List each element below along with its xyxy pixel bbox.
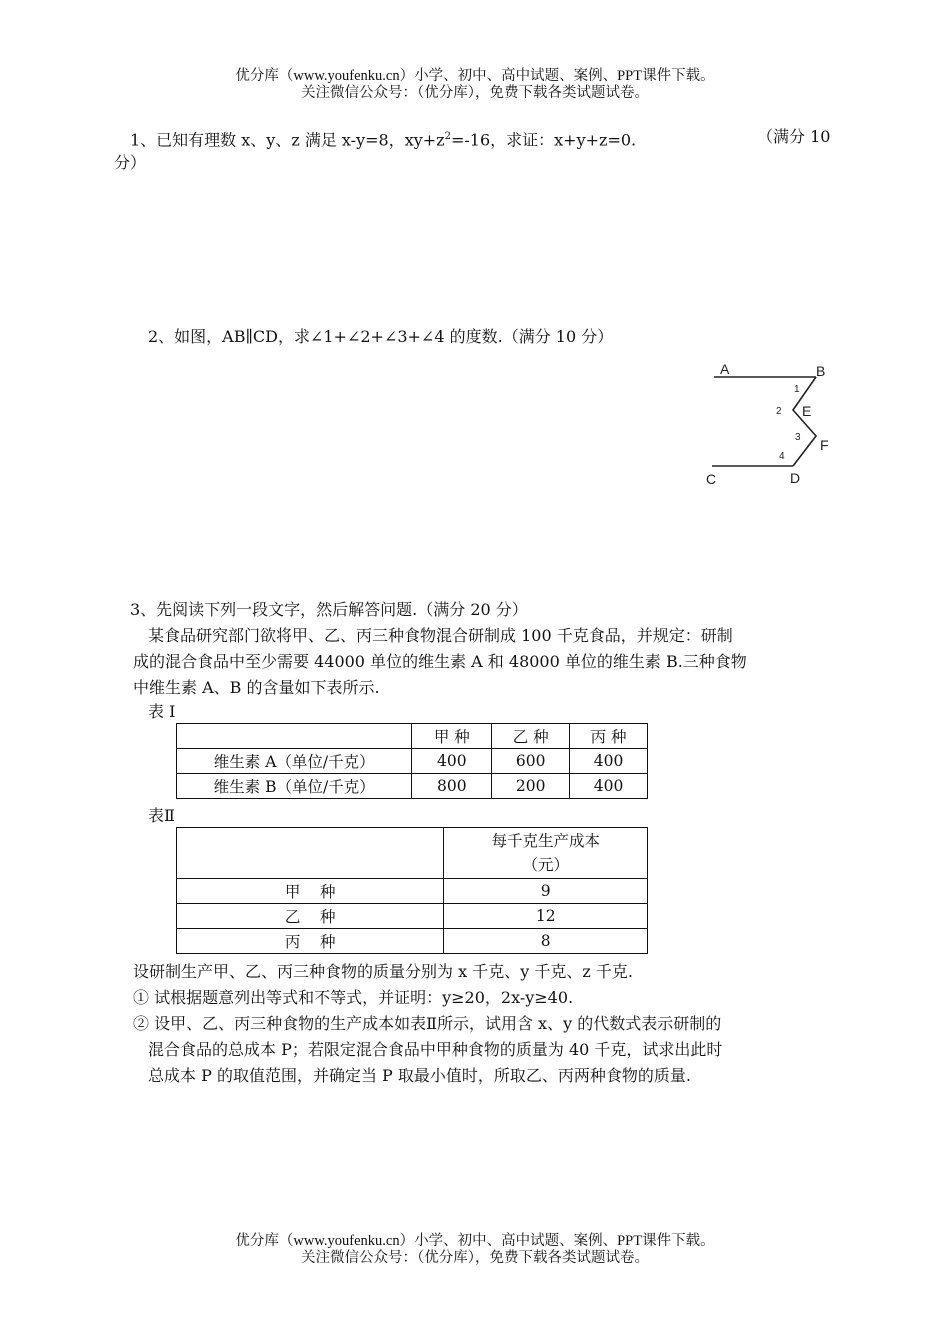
table-row [177,929,648,954]
table-row [177,774,648,799]
table-cell: 600 [492,749,570,774]
table-cell: 维生素 B（单位/千克） [177,774,412,799]
table-header-cell [177,828,444,879]
table-header-cell: 甲 种 [412,724,492,749]
angle-1: 1 [794,384,800,395]
table-cell: 400 [412,749,492,774]
question-2: 2、如图，AB∥CD，求∠1+∠2+∠3+∠4 的度数.（满分 10 分） [148,327,614,346]
question-1-line-1 [130,124,636,153]
table-header-cell: 乙 种 [492,724,570,749]
q3-paragraph-line-2: 成的混合食品中至少需要 44000 单位的维生素 A 和 48000 单位的维生素 B.三种食物 [133,652,747,671]
table-header-row [177,828,648,879]
table-2-label: 表Ⅱ [148,806,175,825]
label-a: A [720,361,730,377]
geometry-figure [700,358,840,486]
label-d: D [790,470,801,486]
q3-item-1: ① 试根据题意列出等式和不等式，并证明：y≥20，2x-y≥40. [133,988,574,1007]
table-cell: 维生素 A（单位/千克） [177,749,412,774]
label-e: E [802,403,812,419]
page-header [0,68,950,102]
table-cell: 400 [570,774,648,799]
table-cell: 丙 种 [177,929,444,954]
cost-table [176,827,648,954]
page-footer [0,1233,950,1267]
angle-2: 2 [776,406,782,417]
cost-header-line-1: 每千克生产成本 [491,832,600,850]
table-row [177,904,648,929]
q1-score-cont: 分） [114,153,147,172]
vitamin-table [176,723,648,799]
table-row [177,879,648,904]
q1-part2: =-16，求证：x+y+z=0. [450,130,637,150]
table-header-cell: 丙 种 [570,724,648,749]
footer-line-2: 关注微信公众号：（优分库），免费下载各类试题试卷。 [301,1250,649,1266]
label-b: B [816,363,826,379]
table-cell: 甲 种 [177,879,444,904]
cost-header-line-2: （元） [522,856,569,874]
q3-paragraph-line-1: 某食品研究部门欲将甲、乙、丙三种食物混合研制成 100 千克食品，并规定：研制 [148,626,733,645]
table-cell: 8 [444,929,648,954]
header-line-2: 关注微信公众号：（优分库），免费下载各类试题试卷。 [301,85,649,101]
q1-part1: 1、已知有理数 x、y、z 满足 x-y=8，xy+z [130,130,445,150]
table-cell: 400 [570,749,648,774]
table-row [177,749,648,774]
question-3-title: 3、先阅读下列一段文字，然后解答问题.（满分 20 分） [130,600,528,619]
q3-item-2-line-1: ② 设甲、乙、丙三种食物的生产成本如表Ⅱ所示，试用含 x、y 的代数式表示研制的 [133,1014,722,1033]
table-header-cell [177,724,412,749]
table-cell: 9 [444,879,648,904]
q1-superscript: 2 [444,131,451,142]
q3-item-2-line-3: 总成本 P 的取值范围，并确定当 P 取最小值时，所取乙、丙两种食物的质量. [148,1066,691,1085]
angle-4: 4 [779,451,785,462]
header-line-1: 优分库（www.youfenku.cn）小学、初中、高中试题、案例、PPT课件下载。 [235,68,715,84]
footer-line-1: 优分库（www.youfenku.cn）小学、初中、高中试题、案例、PPT课件下载。 [235,1233,715,1249]
q3-item-2-line-2: 混合食品的总成本 P；若限定混合食品中甲种食物的质量为 40 千克，试求出此时 [148,1040,723,1059]
table-cell: 800 [412,774,492,799]
label-f: F [820,437,829,453]
q3-paragraph-line-3: 中维生素 A、B 的含量如下表所示. [133,678,380,697]
angle-3: 3 [795,432,801,443]
q3-setup: 设研制生产甲、乙、丙三种食物的质量分别为 x 千克、y 千克、z 千克. [133,962,633,981]
label-c: C [706,471,717,486]
table-1-label: 表 I [148,702,176,721]
table-cell: 12 [444,904,648,929]
table-cell: 200 [492,774,570,799]
table-cell: 乙 种 [177,904,444,929]
q1-score: （满分 10 [757,127,831,146]
table-header-cell [444,828,648,879]
table-header-row [177,724,648,749]
